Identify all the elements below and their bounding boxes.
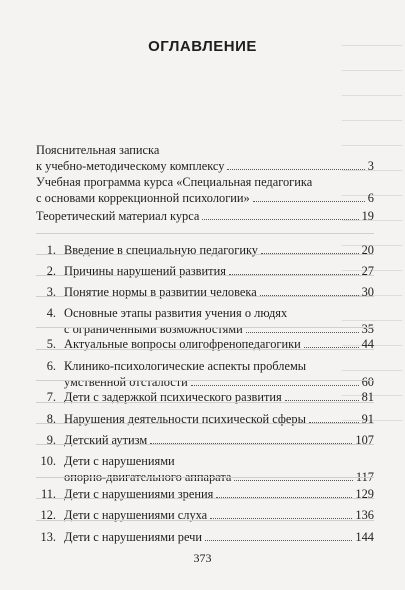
- toc-entry-number: 9.: [46, 433, 56, 447]
- toc-entry-page: 144: [355, 530, 374, 544]
- toc-entry: [36, 453, 374, 485]
- toc-entry: [36, 263, 374, 279]
- toc-entry-page: 136: [355, 508, 374, 522]
- toc-entry-title: Причины нарушений развития: [64, 264, 226, 278]
- toc-entry-title: Пояснительная записка: [36, 143, 160, 157]
- separator-line: [36, 275, 374, 276]
- toc-entry-title: Теоретический материал курса: [36, 209, 200, 223]
- toc-entry-page: 129: [355, 487, 374, 501]
- toc-entry-page: 44: [361, 337, 374, 351]
- toc-entry-title: с основами коррекционной психологии»: [36, 191, 250, 205]
- toc-entry: [36, 529, 374, 545]
- toc-entry-title: к учебно-методическому комплексу: [36, 159, 225, 173]
- page-number: 373: [193, 551, 212, 565]
- separator-line: [36, 380, 374, 381]
- dot-leader: [227, 169, 364, 170]
- dot-leader: [285, 400, 359, 401]
- toc-entry: [36, 174, 374, 206]
- separator-line: [36, 254, 374, 255]
- dot-leader: [210, 518, 352, 519]
- toc-entry-page: 6: [367, 191, 374, 205]
- toc-entry-number: 5.: [46, 337, 56, 351]
- toc-entry-title: опорно-двигательного аппарата: [64, 470, 232, 484]
- toc-entry-title: Дети с задержкой психического развития: [64, 390, 282, 404]
- toc-entry: [36, 242, 374, 258]
- toc-entry-page: 3: [367, 159, 374, 173]
- toc-entry: [36, 284, 374, 300]
- toc-entry: [36, 142, 374, 174]
- toc-entry-page: 30: [361, 285, 374, 299]
- toc-entry-title: умственной отсталости: [64, 375, 188, 389]
- separator-line: [36, 444, 374, 445]
- toc-entry-number: 10.: [40, 454, 56, 468]
- toc-entry: [36, 358, 374, 390]
- toc-entry-page: 107: [355, 433, 374, 447]
- dot-leader: [191, 385, 359, 386]
- toc-entry-title: Дети с нарушениями зрения: [64, 487, 214, 501]
- separator-line: [36, 233, 374, 234]
- dot-leader: [234, 480, 352, 481]
- toc-entry-title: Актуальные вопросы олигофренопедагогики: [64, 337, 301, 351]
- toc-entry-page: 35: [361, 322, 374, 336]
- toc-entry-page: 20: [361, 243, 374, 257]
- toc-entry-number: 13.: [40, 530, 56, 544]
- toc-entry-title: Понятие нормы в развитии человека: [64, 285, 257, 299]
- toc-entry-number: 4.: [46, 306, 56, 320]
- toc-entry-title: Нарушения деятельности психической сферы: [64, 412, 306, 426]
- toc-entry-title: с ограниченными возможностями: [64, 322, 243, 336]
- toc-entry-title: Введение в специальную педагогику: [64, 243, 258, 257]
- toc-entry-number: 2.: [46, 264, 56, 278]
- toc-entry-title: Дети с нарушениями речи: [64, 530, 203, 544]
- toc-entry: [36, 486, 374, 502]
- toc-entry-page: 60: [361, 375, 374, 389]
- toc-entry: [36, 305, 374, 337]
- dot-leader: [246, 332, 359, 333]
- toc-entry-page: 81: [361, 390, 374, 404]
- toc-entry-number: 7.: [46, 390, 56, 404]
- separator-line: [36, 296, 374, 297]
- separator-line: [36, 327, 374, 328]
- toc-entry-number: 6.: [46, 359, 56, 373]
- dot-leader: [202, 219, 358, 220]
- dot-leader: [304, 347, 359, 348]
- toc-entry-page: 91: [361, 412, 374, 426]
- toc-entry-number: 3.: [46, 285, 56, 299]
- toc-entry-title: Учебная программа курса «Специальная педагогика: [36, 175, 313, 189]
- toc-entry-title: Основные этапы развития учения о людях: [64, 306, 288, 320]
- separator-line: [36, 402, 374, 403]
- page-title: ОГЛАВЛЕНИЕ: [148, 38, 257, 55]
- toc-entry-number: 8.: [46, 412, 56, 426]
- separator-line: [36, 498, 374, 499]
- toc-entry-page: 27: [361, 264, 374, 278]
- toc-entry-number: 12.: [40, 508, 56, 522]
- dot-leader: [253, 201, 365, 202]
- toc-entry-title: Детский аутизм: [64, 433, 148, 447]
- toc-entry-title: Дети с нарушениями слуха: [64, 508, 208, 522]
- toc-entry-number: 1.: [46, 243, 56, 257]
- toc-entry-page: 117: [355, 470, 374, 484]
- toc-entry-title: Дети с нарушениями: [64, 454, 175, 468]
- toc-entry-page: 19: [361, 209, 374, 223]
- dot-leader: [205, 540, 352, 541]
- toc-entry: [36, 208, 374, 224]
- separator-line: [36, 520, 374, 521]
- separator-line: [36, 423, 374, 424]
- toc-entry-title: Клинико-психологические аспекты проблемы: [64, 359, 307, 373]
- separator-line: [36, 349, 374, 350]
- toc-entry: [36, 411, 374, 427]
- toc-entry-number: 11.: [40, 487, 56, 501]
- toc-entry: [36, 432, 374, 448]
- separator-line: [36, 477, 374, 478]
